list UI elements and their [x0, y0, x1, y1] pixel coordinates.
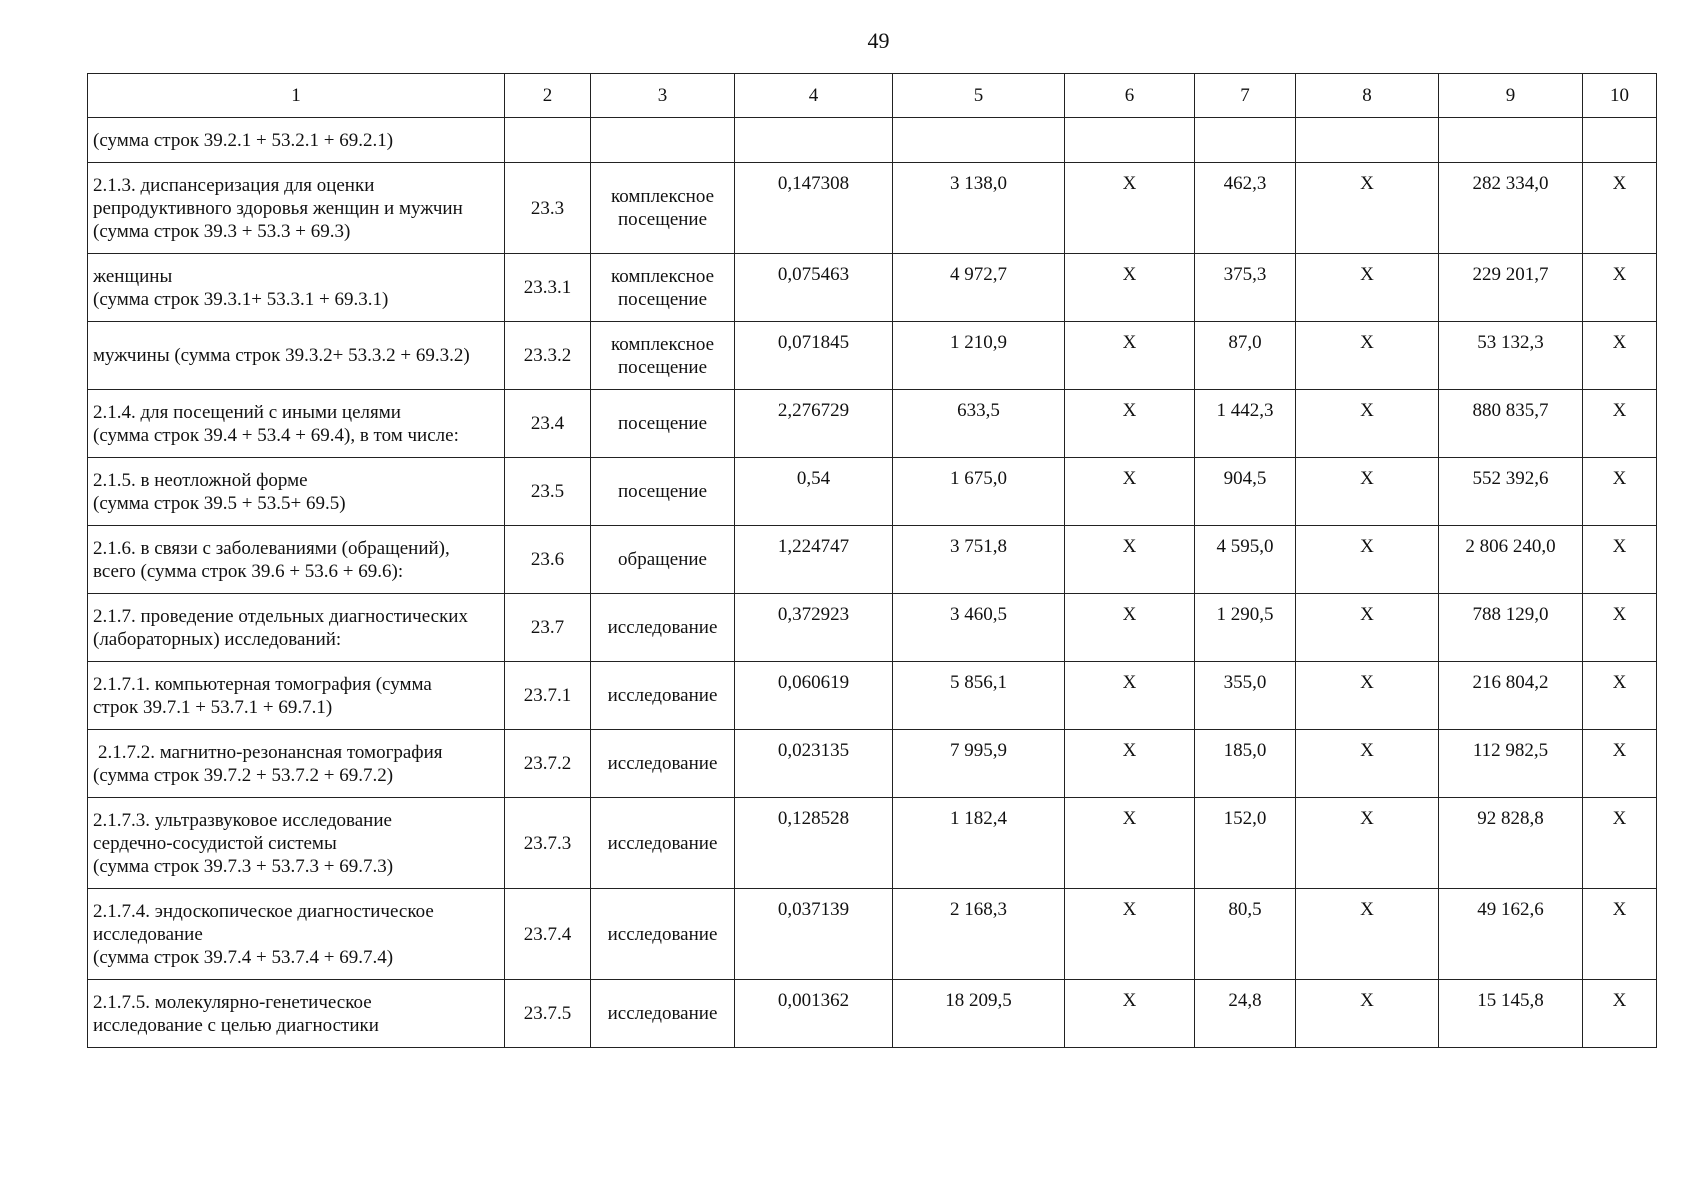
cell-indicator-name [88, 322, 505, 390]
cell-text-line: 2.1.4. для посещений с иными целями [93, 401, 401, 423]
cell-value-c9: 112 982,5 [1439, 730, 1583, 798]
cell-value-c8: Х [1296, 526, 1439, 594]
cell-value-c5: 3 138,0 [893, 163, 1065, 254]
cell-row-code [505, 118, 591, 163]
cell-value-c10: Х [1583, 730, 1657, 798]
cell-row-code: 23.7.2 [505, 730, 591, 798]
cell-value-c7: 87,0 [1195, 322, 1296, 390]
cell-value-c9: 49 162,6 [1439, 889, 1583, 980]
cell-text-line: исследование [607, 685, 718, 706]
cell-text-line: комплексное [610, 265, 715, 287]
cell-indicator-name [88, 118, 505, 163]
cell-text-line: 2.1.7.5. молекулярно-генетическое [93, 991, 372, 1013]
table-row [88, 594, 1657, 662]
column-header: 9 [1439, 74, 1583, 118]
cell-value-c10: Х [1583, 980, 1657, 1048]
cell-value-c9: 15 145,8 [1439, 980, 1583, 1048]
table-row [88, 254, 1657, 322]
cell-value-c5: 3 751,8 [893, 526, 1065, 594]
cell-value-c9: 552 392,6 [1439, 458, 1583, 526]
cell-unit [591, 730, 735, 798]
cell-unit [591, 254, 735, 322]
cell-row-code: 23.7.3 [505, 798, 591, 889]
cell-unit [591, 526, 735, 594]
cell-value-c6: Х [1065, 322, 1195, 390]
cell-text-line: исследование [607, 753, 718, 774]
financial-table [87, 73, 1657, 1048]
cell-unit [591, 390, 735, 458]
cell-text-line: строк 39.7.1 + 53.7.1 + 69.7.1) [93, 696, 333, 718]
cell-text-line: (сумма строк 39.7.3 + 53.7.3 + 69.7.3) [93, 855, 394, 877]
cell-value-c10: Х [1583, 458, 1657, 526]
cell-value-c6 [1065, 118, 1195, 163]
cell-value-c5: 5 856,1 [893, 662, 1065, 730]
cell-value-c8 [1296, 118, 1439, 163]
column-header: 10 [1583, 74, 1657, 118]
table-row [88, 526, 1657, 594]
cell-value-c6: Х [1065, 254, 1195, 322]
cell-value-c9: 92 828,8 [1439, 798, 1583, 889]
cell-value-c10: Х [1583, 163, 1657, 254]
cell-value-c6: Х [1065, 798, 1195, 889]
cell-value-c6: Х [1065, 458, 1195, 526]
cell-value-c7: 375,3 [1195, 254, 1296, 322]
table-row [88, 322, 1657, 390]
cell-value-c8: Х [1296, 594, 1439, 662]
cell-value-c7: 152,0 [1195, 798, 1296, 889]
cell-value-c6: Х [1065, 980, 1195, 1048]
cell-text-line: посещение [617, 209, 708, 230]
cell-indicator-name [88, 254, 505, 322]
cell-value-c5: 1 675,0 [893, 458, 1065, 526]
cell-value-c4 [735, 118, 893, 163]
cell-unit [591, 118, 735, 163]
column-header: 6 [1065, 74, 1195, 118]
cell-text-line: исследование [607, 1003, 718, 1024]
cell-text-line: 2.1.5. в неотложной форме [93, 469, 308, 491]
cell-indicator-name [88, 458, 505, 526]
cell-row-code: 23.3.2 [505, 322, 591, 390]
cell-text-line: исследование [607, 832, 718, 854]
column-header: 2 [505, 74, 591, 118]
cell-unit [591, 458, 735, 526]
cell-text-line: 2.1.7.3. ультразвуковое исследование [93, 809, 392, 831]
table-row [88, 118, 1657, 163]
cell-text-line: женщины [93, 265, 173, 287]
cell-unit [591, 662, 735, 730]
cell-text-line: исследование с целью диагностики [93, 1014, 379, 1036]
cell-unit [591, 980, 735, 1048]
cell-value-c10 [1583, 118, 1657, 163]
cell-value-c7: 24,8 [1195, 980, 1296, 1048]
table-row [88, 458, 1657, 526]
cell-value-c6: Х [1065, 730, 1195, 798]
cell-value-c4: 0,060619 [735, 662, 893, 730]
cell-value-c8: Х [1296, 458, 1439, 526]
cell-value-c4: 0,023135 [735, 730, 893, 798]
cell-value-c5: 2 168,3 [893, 889, 1065, 980]
cell-value-c10: Х [1583, 594, 1657, 662]
cell-row-code: 23.7 [505, 594, 591, 662]
cell-value-c8: Х [1296, 980, 1439, 1048]
cell-value-c6: Х [1065, 662, 1195, 730]
cell-text-line: (сумма строк 39.7.4 + 53.7.4 + 69.7.4) [93, 946, 394, 968]
cell-text-line: исследование [607, 923, 718, 945]
cell-value-c7: 185,0 [1195, 730, 1296, 798]
cell-text-line: всего (сумма строк 39.6 + 53.6 + 69.6): [93, 560, 404, 582]
cell-value-c9: 229 201,7 [1439, 254, 1583, 322]
cell-value-c10: Х [1583, 889, 1657, 980]
cell-row-code: 23.3.1 [505, 254, 591, 322]
cell-text-line: 2.1.3. диспансеризация для оценки [93, 174, 375, 196]
cell-value-c7: 1 290,5 [1195, 594, 1296, 662]
cell-text-line: 2.1.7. проведение отдельных диагностических [93, 605, 468, 627]
cell-text-line: посещение [617, 288, 708, 310]
table-row [88, 390, 1657, 458]
cell-value-c5: 1 182,4 [893, 798, 1065, 889]
cell-text-line: исследование [607, 617, 718, 638]
cell-indicator-name [88, 798, 505, 889]
cell-text-line: посещение [617, 413, 708, 434]
cell-value-c10: Х [1583, 798, 1657, 889]
cell-row-code: 23.7.4 [505, 889, 591, 980]
header-row [88, 74, 1657, 118]
cell-value-c4: 0,128528 [735, 798, 893, 889]
table-row [88, 889, 1657, 980]
cell-text-line: посещение [617, 356, 708, 378]
cell-value-c10: Х [1583, 526, 1657, 594]
column-header: 4 [735, 74, 893, 118]
cell-value-c7: 355,0 [1195, 662, 1296, 730]
cell-value-c4: 0,075463 [735, 254, 893, 322]
cell-value-c4: 0,147308 [735, 163, 893, 254]
table-row [88, 980, 1657, 1048]
cell-row-code: 23.7.5 [505, 980, 591, 1048]
cell-value-c9: 216 804,2 [1439, 662, 1583, 730]
cell-indicator-name [88, 730, 505, 798]
cell-indicator-name [88, 390, 505, 458]
cell-row-code: 23.7.1 [505, 662, 591, 730]
table-row [88, 798, 1657, 889]
cell-text-line: обращение [618, 549, 707, 570]
cell-value-c4: 0,372923 [735, 594, 893, 662]
cell-value-c8: Х [1296, 390, 1439, 458]
column-header: 7 [1195, 74, 1296, 118]
cell-indicator-name [88, 594, 505, 662]
cell-text-line: исследование [93, 923, 203, 945]
cell-unit [591, 163, 735, 254]
cell-text-line: (сумма строк 39.4 + 53.4 + 69.4), в том числе: [93, 424, 459, 446]
cell-text-line: посещение [617, 481, 708, 502]
cell-value-c8: Х [1296, 163, 1439, 254]
cell-indicator-name [88, 662, 505, 730]
cell-row-code: 23.6 [505, 526, 591, 594]
cell-value-c7: 80,5 [1195, 889, 1296, 980]
cell-unit [591, 889, 735, 980]
cell-text-line: (сумма строк 39.3.1+ 53.3.1 + 69.3.1) [93, 288, 389, 310]
column-header: 8 [1296, 74, 1439, 118]
cell-value-c7: 1 442,3 [1195, 390, 1296, 458]
cell-text-line: (сумма строк 39.5 + 53.5+ 69.5) [93, 492, 346, 514]
table-row [88, 730, 1657, 798]
cell-value-c9 [1439, 118, 1583, 163]
cell-value-c5: 4 972,7 [893, 254, 1065, 322]
column-header: 3 [591, 74, 735, 118]
cell-text-line: мужчины (сумма строк 39.3.2+ 53.3.2 + 69.3.2) [93, 345, 470, 366]
cell-value-c7 [1195, 118, 1296, 163]
cell-value-c10: Х [1583, 322, 1657, 390]
cell-text-line: 2.1.7.4. эндоскопическое диагностическое [93, 900, 434, 922]
cell-text-line: (сумма строк 39.3 + 53.3 + 69.3) [93, 220, 351, 242]
cell-indicator-name [88, 980, 505, 1048]
cell-value-c4: 0,54 [735, 458, 893, 526]
cell-text-line: репродуктивного здоровья женщин и мужчин [93, 197, 463, 219]
cell-value-c8: Х [1296, 254, 1439, 322]
column-header: 5 [893, 74, 1065, 118]
cell-value-c5: 633,5 [893, 390, 1065, 458]
cell-text-line: (лабораторных) исследований: [93, 628, 342, 650]
cell-value-c5: 7 995,9 [893, 730, 1065, 798]
cell-text-line: 2.1.6. в связи с заболеваниями (обращений), [93, 537, 450, 559]
cell-value-c5 [893, 118, 1065, 163]
cell-value-c8: Х [1296, 322, 1439, 390]
cell-value-c6: Х [1065, 526, 1195, 594]
cell-value-c8: Х [1296, 662, 1439, 730]
cell-text-line: (сумма строк 39.7.2 + 53.7.2 + 69.7.2) [93, 764, 394, 786]
cell-value-c9: 2 806 240,0 [1439, 526, 1583, 594]
cell-text-line: 2.1.7.2. магнитно-резонансная томография [98, 741, 443, 763]
cell-value-c4: 1,224747 [735, 526, 893, 594]
cell-text-line: сердечно-сосудистой системы [93, 832, 337, 854]
cell-value-c6: Х [1065, 594, 1195, 662]
page-number: 49 [867, 28, 890, 53]
column-header: 1 [88, 74, 505, 118]
cell-value-c7: 4 595,0 [1195, 526, 1296, 594]
cell-value-c4: 0,071845 [735, 322, 893, 390]
cell-text-line: комплексное [610, 186, 715, 207]
cell-value-c7: 462,3 [1195, 163, 1296, 254]
table-row [88, 662, 1657, 730]
cell-row-code: 23.3 [505, 163, 591, 254]
cell-row-code: 23.5 [505, 458, 591, 526]
cell-value-c9: 880 835,7 [1439, 390, 1583, 458]
cell-unit [591, 322, 735, 390]
cell-value-c10: Х [1583, 390, 1657, 458]
cell-value-c4: 2,276729 [735, 390, 893, 458]
cell-text-line: 2.1.7.1. компьютерная томография (сумма [93, 673, 432, 695]
cell-value-c10: Х [1583, 254, 1657, 322]
cell-row-code: 23.4 [505, 390, 591, 458]
cell-value-c10: Х [1583, 662, 1657, 730]
cell-value-c5: 3 460,5 [893, 594, 1065, 662]
cell-value-c8: Х [1296, 889, 1439, 980]
cell-value-c5: 18 209,5 [893, 980, 1065, 1048]
cell-value-c4: 0,001362 [735, 980, 893, 1048]
cell-value-c6: Х [1065, 390, 1195, 458]
cell-unit [591, 798, 735, 889]
cell-indicator-name [88, 526, 505, 594]
cell-unit [591, 594, 735, 662]
cell-value-c8: Х [1296, 798, 1439, 889]
cell-indicator-name [88, 163, 505, 254]
cell-value-c5: 1 210,9 [893, 322, 1065, 390]
cell-value-c7: 904,5 [1195, 458, 1296, 526]
cell-text-line: (сумма строк 39.2.1 + 53.2.1 + 69.2.1) [93, 129, 394, 151]
cell-indicator-name [88, 889, 505, 980]
cell-value-c9: 282 334,0 [1439, 163, 1583, 254]
cell-value-c6: Х [1065, 889, 1195, 980]
cell-value-c9: 53 132,3 [1439, 322, 1583, 390]
cell-value-c4: 0,037139 [735, 889, 893, 980]
cell-value-c8: Х [1296, 730, 1439, 798]
cell-value-c9: 788 129,0 [1439, 594, 1583, 662]
cell-text-line: комплексное [610, 333, 715, 355]
cell-value-c6: Х [1065, 163, 1195, 254]
table-row [88, 163, 1657, 254]
